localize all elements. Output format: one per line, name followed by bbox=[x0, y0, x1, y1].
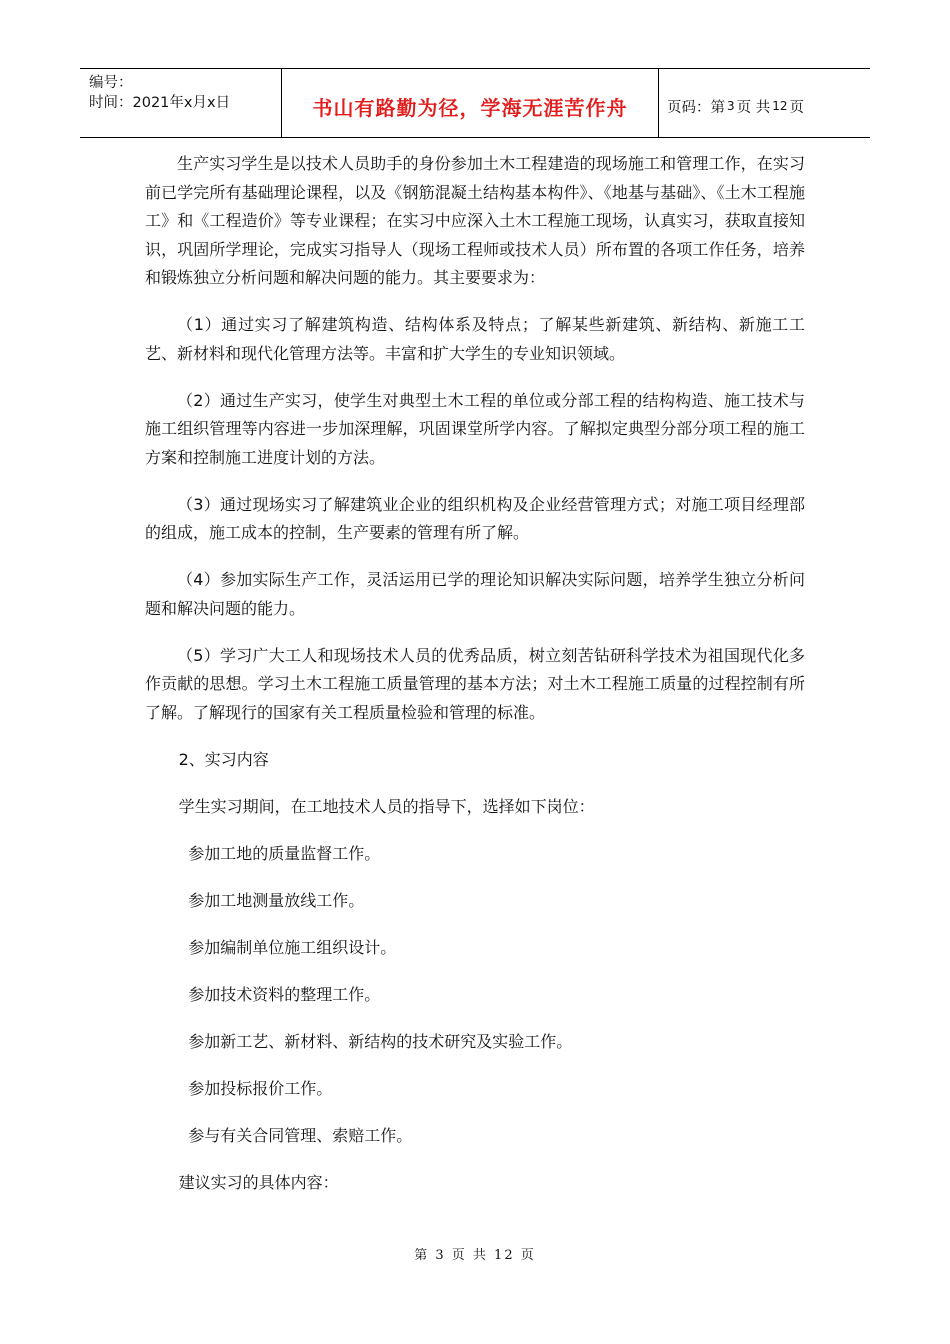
page-suffix: 页 bbox=[789, 99, 805, 116]
position-item: 参加工地测量放线工作。 bbox=[188, 890, 365, 910]
position-item: 参加技术资料的整理工作。 bbox=[188, 984, 381, 1004]
page-current: 3 bbox=[727, 99, 735, 113]
position-item: 参加编制单位施工组织设计。 bbox=[188, 937, 397, 957]
page-middle: 页 共 bbox=[736, 99, 771, 116]
requirement-item: （4）参加实际生产工作，灵活运用已学的理论知识解决实际问题，培养学生独立分析问题和解决问题的能力。 bbox=[145, 570, 805, 618]
position-item: 参加投标报价工作。 bbox=[188, 1078, 333, 1098]
document-body bbox=[145, 150, 805, 1216]
page-total: 12 bbox=[772, 99, 788, 113]
section-intro: 学生实习期间，在工地技术人员的指导下，选择如下岗位： bbox=[178, 796, 595, 816]
page-header bbox=[80, 68, 870, 138]
header-motto: 书山有路勤为径，学海无涯苦作舟 bbox=[282, 69, 659, 137]
position-item: 参加工地的质量监督工作。 bbox=[188, 843, 381, 863]
header-page-info bbox=[659, 69, 870, 137]
requirement-item: （2）通过生产实习，使学生对典型土木工程的单位或分部工程的结构构造、施工技术与施工组织管理等内容进一步加深理解，巩固课堂所学内容。了解拟定典型分部分项工程的施工方案和控制施工进度计划的方法。 bbox=[145, 390, 805, 467]
time-label: 时间：2021年x月x日 bbox=[89, 95, 231, 111]
requirement-item: （5）学习广大工人和现场技术人员的优秀品质，树立刻苦钻研科学技术为祖国现代化多作贡献的思想。学习土木工程施工质量管理的基本方法；对土木工程施工质量的过程控制有所了解。了解现行的国家有关工程质量检验和管理的标准。 bbox=[145, 645, 805, 722]
closing-line: 建议实习的具体内容： bbox=[178, 1172, 339, 1192]
requirement-item: （3）通过现场实习了解建筑业企业的组织机构及企业经营管理方式；对施工项目经理部的组成，施工成本的控制，生产要素的管理有所了解。 bbox=[145, 494, 805, 542]
requirement-item: （1）通过实习了解建筑构造、结构体系及特点；了解某些新建筑、新结构、新施工工艺、新材料和现代化管理方法等。丰富和扩大学生的专业知识领域。 bbox=[145, 315, 805, 363]
position-item: 参加新工艺、新材料、新结构的技术研究及实验工作。 bbox=[188, 1031, 573, 1051]
position-item: 参与有关合同管理、索赔工作。 bbox=[188, 1125, 413, 1145]
section-heading: 2、实习内容 bbox=[178, 749, 269, 769]
number-label: 编号： bbox=[89, 75, 133, 91]
page-prefix: 页码：第 bbox=[667, 99, 725, 116]
intro-paragraph: 生产实习学生是以技术人员助手的身份参加土木工程建造的现场施工和管理工作，在实习前已学完所有基础理论课程，以及《钢筋混凝土结构基本构件》、《地基与基础》、《土木工程施工》和《工程造价》等专业课程；在实习中应深入土木工程施工现场，认真实习，获取直接知识，巩固所学理论，完成实习指导人（现场工程师或技术人员）所布置的各项工作任务，培养和锻炼独立分析问题和解决问题的能力。其主要要求为： bbox=[145, 154, 805, 287]
header-meta bbox=[80, 69, 282, 137]
page-footer: 第 3 页 共 12 页 bbox=[414, 1248, 536, 1263]
